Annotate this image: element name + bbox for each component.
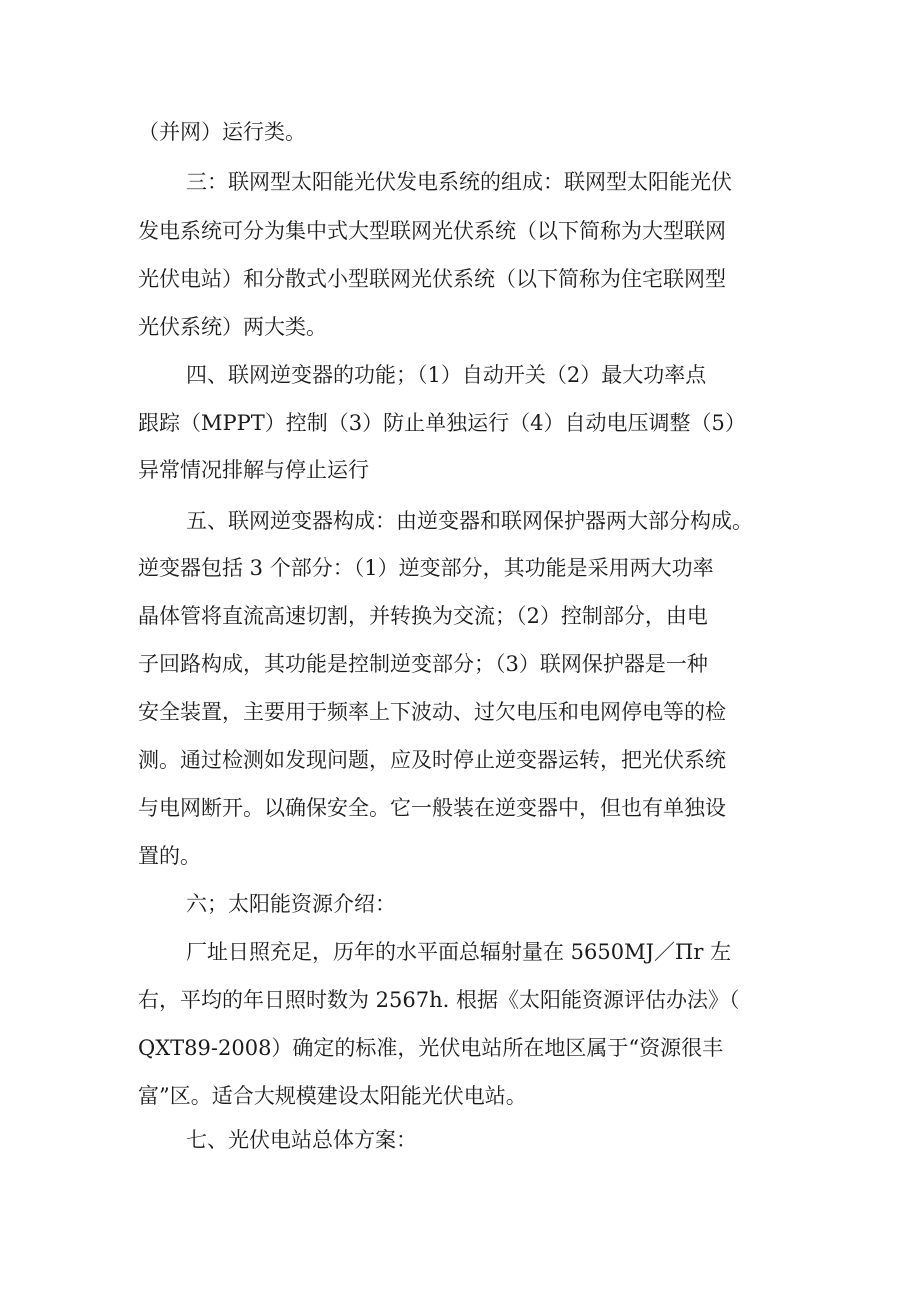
paragraph-line: 晶体管将直流高速切割，并转换为交流；（2）控制部分，由电 [138,604,708,628]
paragraph-line: 测。通过检测如发现问题，应及时停止逆变器运转，把光伏系统 [138,748,726,772]
paragraph-line: 发电系统可分为集中式大型联网光伏系统（以下简称为大型联网 [138,219,726,243]
section-3-heading-line: 三：联网型太阳能光伏发电系统的组成：联网型太阳能光伏 [186,170,732,194]
paragraph-line: 置的。 [138,844,201,868]
section-7-heading-line: 七、光伏电站总体方案： [186,1128,417,1152]
paragraph-line: 光伏电站）和分散式小型联网光伏系统（以下简称为住宅联网型 [138,267,726,291]
paragraph-line: 逆变器包括 3 个部分：（1）逆变部分，其功能是采用两大功率 [138,556,714,580]
section-4-heading-line: 四、联网逆变器的功能；（1）自动开关（2）最大功率点 [186,363,707,387]
paragraph-line: 异常情况排解与停止运行 [138,458,369,482]
paragraph-line: QXT89-2008）确定的标准，光伏电站所在地区属于“资源很丰 [138,1036,724,1060]
paragraph-line: 富”区。适合大规模建设太阳能光伏电站。 [138,1084,527,1108]
paragraph-line: 光伏系统）两大类。 [138,315,327,339]
section-6-heading-line: 六；太阳能资源介绍： [186,892,396,916]
paragraph-first-line: 厂址日照充足，历年的水平面总辐射量在 5650MJ／Πr 左 [186,940,732,964]
paragraph-line: 跟踪（MPPT）控制（3）防止单独运行（4）自动电压调整（5） [138,411,746,435]
paragraph-line: 安全装置，主要用于频率上下波动、过欠电压和电网停电等的检 [138,700,726,724]
paragraph-line: （并网）运行类。 [138,120,306,144]
section-5-heading-line: 五、联网逆变器构成：由逆变器和联网保护器两大部分构成。 [186,509,753,533]
paragraph-line: 右，平均的年日照时数为 2567h. 根据《太阳能资源评估办法》（ [138,988,740,1012]
paragraph-line: 与电网断开。以确保安全。它一般装在逆变器中，但也有单独设 [138,796,726,820]
paragraph-line: 子回路构成，其功能是控制逆变部分；（3）联网保护器是一种 [138,652,708,676]
